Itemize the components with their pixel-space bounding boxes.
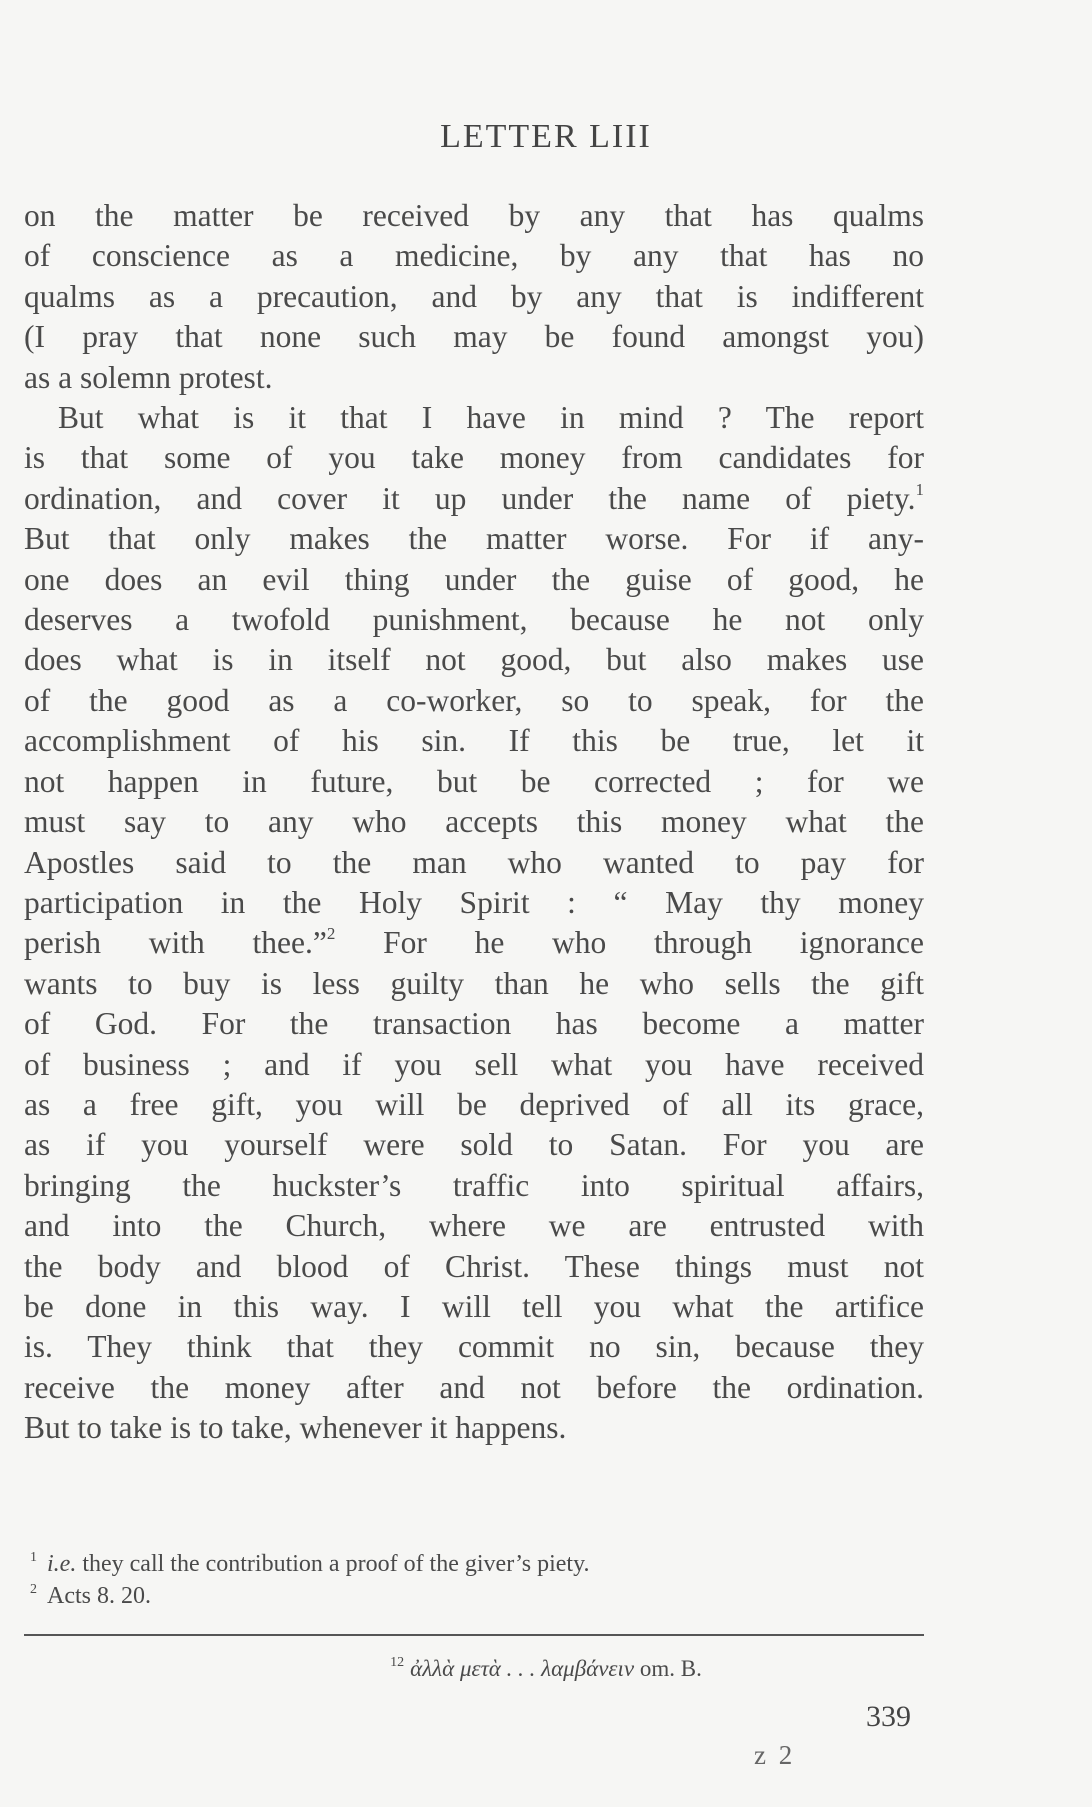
- text-line: But to take is to take, whenever it happens.: [24, 1410, 567, 1446]
- apparatus-line-number: 12: [390, 1655, 405, 1670]
- footnote-number: 2: [30, 1582, 37, 1597]
- text-line: deserves a twofold punishment, because he not only: [24, 602, 924, 638]
- text-line: is that some of you take money from candidates for: [24, 440, 924, 476]
- text-line: of the good as a co-worker, so to speak, for the: [24, 682, 924, 718]
- text-line: and into the Church, where we are entrusted with: [24, 1208, 924, 1244]
- text-line: not happen in future, but be corrected ; for we: [24, 763, 924, 799]
- footnote-text: they call the contribution a proof of the giver’s piety.: [76, 1551, 590, 1577]
- text-segment: ordination, and cover it up under the name of piety.: [24, 480, 916, 516]
- paragraph-1: [24, 196, 924, 398]
- text-line: does what is in itself not good, but also makes use: [24, 642, 924, 678]
- footnote-1: [24, 1548, 924, 1580]
- footnote-2: [24, 1580, 924, 1612]
- text-line: as if you yourself were sold to Satan. For you are: [24, 1127, 924, 1163]
- footnote-text: Acts 8. 20.: [47, 1583, 151, 1609]
- footnotes: [24, 1548, 924, 1612]
- text-line: (I pray that none such may be found amongst you): [24, 319, 924, 355]
- text-line: must say to any who accepts this money what the: [24, 804, 924, 840]
- text-line: But what is it that I have in mind ? The report: [58, 400, 924, 436]
- text-line: accomplishment of his sin. If this be true, let it: [24, 723, 924, 759]
- footnote-number: 1: [30, 1550, 37, 1565]
- paragraph-2: [24, 398, 924, 1449]
- text-line: be done in this way. I will tell you what the artifice: [24, 1288, 924, 1324]
- text-line: the body and blood of Christ. These things must not: [24, 1248, 924, 1284]
- apparatus-text: om. B.: [634, 1656, 702, 1681]
- critical-apparatus-note: [0, 1656, 1092, 1682]
- text-line: of God. For the transaction has become a matter: [24, 1006, 924, 1042]
- text-line-with-footnote-ref: [24, 479, 924, 519]
- text-line-with-footnote-ref: [24, 923, 924, 963]
- footnote-ref-1: 1: [915, 479, 924, 499]
- text-line: is. They think that they commit no sin, because they: [24, 1329, 924, 1365]
- text-line: on the matter be received by any that has qualms: [24, 198, 924, 233]
- text-line: as a free gift, you will be deprived of all its grace,: [24, 1086, 924, 1122]
- text-line: qualms as a precaution, and by any that is indifferent: [24, 278, 924, 314]
- text-line: wants to buy is less guilty than he who sells the gift: [24, 965, 924, 1001]
- text-segment: For he who through ignorance: [335, 925, 924, 961]
- text-line: Apostles said to the man who wanted to pay for: [24, 844, 924, 880]
- text-segment: perish with thee.”: [24, 925, 327, 961]
- apparatus-greek: ἀλλὰ μετὰ . . . λαμβάνειν: [410, 1656, 635, 1681]
- running-head: LETTER LIII: [440, 118, 652, 155]
- text-line: one does an evil thing under the guise of good, he: [24, 561, 924, 597]
- footnote-ref-2: 2: [326, 924, 336, 944]
- page-number: 339: [866, 1700, 911, 1733]
- text-line: as a solemn protest.: [24, 359, 273, 395]
- text-line: participation in the Holy Spirit : “ May thy money: [24, 884, 924, 920]
- text-line: But that only makes the matter worse. For if any-: [24, 521, 924, 557]
- footnote-divider: [24, 1634, 924, 1636]
- body-text: [24, 196, 924, 1449]
- footnote-abbrev: i.e.: [47, 1551, 77, 1577]
- text-line: bringing the huckster’s traffic into spiritual affairs,: [24, 1167, 924, 1203]
- text-line: of conscience as a medicine, by any that has no: [24, 238, 924, 274]
- text-line: receive the money after and not before the ordination.: [24, 1369, 924, 1405]
- signature-mark: z 2: [754, 1740, 796, 1770]
- text-line: of business ; and if you sell what you have received: [24, 1046, 924, 1082]
